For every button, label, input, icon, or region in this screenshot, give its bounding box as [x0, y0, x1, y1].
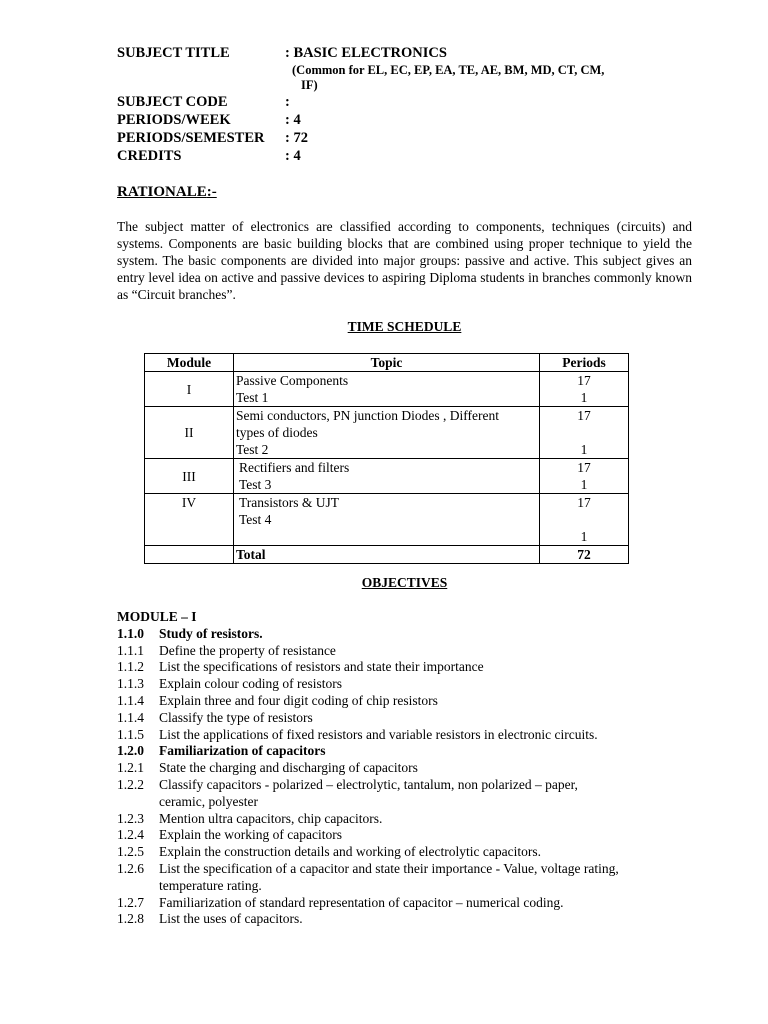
periods-line: [542, 424, 626, 441]
periods-week-row: [117, 111, 677, 129]
table-row: [145, 494, 629, 546]
objective-number: 1.1.4: [117, 709, 144, 725]
objective-text: List the uses of capacitors.: [159, 911, 303, 927]
topic-cell: [234, 372, 540, 407]
objective-text: State the charging and discharging of capacitors: [159, 760, 418, 776]
periods-line: [542, 511, 626, 528]
periods-line: 17: [577, 495, 591, 510]
objective-item: [117, 643, 717, 660]
objective-text: Explain the construction details and working of electrolytic capacitors.: [159, 844, 542, 860]
periods-cell: [540, 407, 629, 459]
objective-number: 1.1.1: [117, 642, 144, 658]
topic-line: Test 1: [236, 390, 269, 405]
rationale-heading-text: RATIONALE: [117, 184, 207, 200]
objective-number: 1.2.1: [117, 760, 144, 776]
objective-item: [117, 811, 717, 828]
objective-text: Explain the working of capacitors: [159, 827, 342, 843]
objective-item: [117, 743, 717, 760]
total-label: Total: [234, 546, 540, 564]
objective-number: 1.2.2: [117, 776, 144, 792]
objective-number: 1.1.0: [117, 625, 144, 641]
periods-cell: [540, 494, 629, 546]
objectives-heading: OBJECTIVES: [361, 575, 448, 590]
periods-line: 1: [580, 442, 588, 457]
objective-item: [117, 861, 717, 878]
objective-item: [117, 676, 717, 693]
topic-line: Rectifiers and filters: [239, 460, 350, 475]
objective-number: 1.1.5: [117, 726, 144, 742]
subject-title-value: : BASIC ELECTRONICS: [285, 45, 447, 61]
objective-item: [117, 878, 717, 895]
rationale-heading-suffix: :-: [206, 184, 217, 200]
objective-number: 1.2.6: [117, 860, 144, 876]
subject-code-label: SUBJECT CODE: [117, 94, 228, 110]
topic-cell: [234, 407, 540, 459]
objective-number: 1.2.8: [117, 911, 144, 927]
objective-item: [117, 827, 717, 844]
module-cell: III: [145, 459, 234, 494]
objective-text: Mention ultra capacitors, chip capacitors.: [159, 810, 383, 826]
objective-number: 1.2.7: [117, 894, 144, 910]
subject-title-label: SUBJECT TITLE: [117, 45, 230, 61]
common-branches-line-2: IF): [301, 78, 318, 92]
topic-line: Test 3: [239, 477, 272, 492]
periods-semester-label: PERIODS/SEMESTER: [117, 130, 265, 146]
credits-label: CREDITS: [117, 148, 182, 164]
table-row: [145, 372, 629, 407]
objective-text: Familiarization of capacitors: [159, 743, 326, 759]
objective-text: Classify capacitors - polarized – electrolytic, tantalum, non polarized – paper,: [159, 776, 578, 792]
topic-line: Transistors & UJT: [239, 495, 340, 510]
objective-item: [117, 659, 717, 676]
objective-item: [117, 693, 717, 710]
objective-text: List the specification of a capacitor and state their importance - Value, voltage rating,: [159, 860, 619, 876]
module-cell: I: [145, 372, 234, 407]
credits-value: : 4: [285, 148, 301, 164]
periods-semester-row: [117, 129, 677, 147]
module-cell: II: [145, 407, 234, 459]
objective-number: 1.1.3: [117, 676, 144, 692]
objective-text: Classify the type of resistors: [159, 709, 313, 725]
periods-week-value: : 4: [285, 112, 301, 128]
objective-text: temperature rating.: [159, 877, 262, 893]
table-total-row: [145, 546, 629, 564]
objective-item: [117, 794, 717, 811]
objective-item: [117, 727, 717, 744]
table-header-row: [145, 354, 629, 372]
periods-line: 1: [580, 477, 588, 492]
periods-line: 17: [577, 373, 591, 388]
periods-line: 17: [577, 408, 591, 423]
subject-code-value: :: [285, 94, 290, 110]
common-branches-line-1: (Common for EL, EC, EP, EA, TE, AE, BM, MD, CT, CM,: [292, 63, 605, 77]
periods-week-label: PERIODS/WEEK: [117, 112, 231, 128]
topic-line: Test 4: [239, 512, 272, 527]
total-module-cell: [145, 546, 234, 564]
column-header-topic: Topic: [234, 354, 540, 372]
objective-number: 1.2.3: [117, 810, 144, 826]
objective-text: Familiarization of standard representation of capacitor – numerical coding.: [159, 894, 564, 910]
module-cell: IV: [145, 494, 234, 546]
subject-title-row: [117, 44, 677, 62]
objective-text: Explain colour coding of resistors: [159, 676, 342, 692]
objectives-list: [117, 609, 717, 928]
objective-item: [117, 911, 717, 928]
objective-number: 1.2.5: [117, 844, 144, 860]
topic-line: Passive Components: [236, 373, 349, 388]
periods-line: 1: [580, 390, 588, 405]
column-header-periods: Periods: [540, 354, 629, 372]
objective-lines: [117, 626, 717, 928]
topic-line: Semi conductors, PN junction Diodes , Different: [236, 408, 499, 423]
objective-item: [117, 760, 717, 777]
objective-item: [117, 710, 717, 727]
table-row: [145, 459, 629, 494]
time-schedule-table: [144, 353, 629, 564]
rationale-heading: [117, 184, 217, 201]
topic-line: [236, 528, 537, 545]
credits-row: [117, 147, 677, 165]
topic-line: Test 2: [236, 442, 269, 457]
topic-cell: [234, 494, 540, 546]
objective-text: List the specifications of resistors and state their importance: [159, 659, 484, 675]
rationale-paragraph: The subject matter of electronics are classified according to components, techniques (circuits) and systems. Components are basic building blocks that are combined using proper technique to yield the system. The basic components are divided into major groups: passive and active. This subject gives an entry level idea on active and passive devices to aspiring Diploma students in branches commonly known as “Circuit branches”.: [117, 219, 692, 302]
objective-number: 1.1.2: [117, 659, 144, 675]
column-header-module: Module: [145, 354, 234, 372]
periods-cell: [540, 372, 629, 407]
objective-item: [117, 844, 717, 861]
objective-number: 1.1.4: [117, 692, 144, 708]
objective-item: [117, 777, 717, 794]
objective-item: [117, 626, 717, 643]
total-value: 72: [540, 546, 629, 564]
objective-text: Explain three and four digit coding of chip resistors: [159, 692, 438, 708]
objective-number: 1.2.0: [117, 743, 144, 759]
module-label: MODULE – I: [117, 609, 197, 624]
objective-item: [117, 895, 717, 912]
periods-cell: [540, 459, 629, 494]
objective-text: Define the property of resistance: [159, 642, 336, 658]
subject-code-row: [117, 93, 677, 111]
objective-text: ceramic, polyester: [159, 793, 258, 809]
objective-text: List the applications of fixed resistors and variable resistors in electronic circuits.: [159, 726, 598, 742]
table-row: [145, 407, 629, 459]
common-branches-note: [292, 63, 632, 93]
time-schedule-heading: TIME SCHEDULE: [347, 319, 462, 334]
topic-cell: [234, 459, 540, 494]
topic-line: types of diodes: [236, 425, 318, 440]
periods-line: 17: [577, 460, 591, 475]
periods-line: 1: [580, 529, 588, 544]
periods-semester-value: : 72: [285, 130, 308, 146]
objective-text: Study of resistors.: [159, 625, 263, 641]
objective-number: 1.2.4: [117, 827, 144, 843]
